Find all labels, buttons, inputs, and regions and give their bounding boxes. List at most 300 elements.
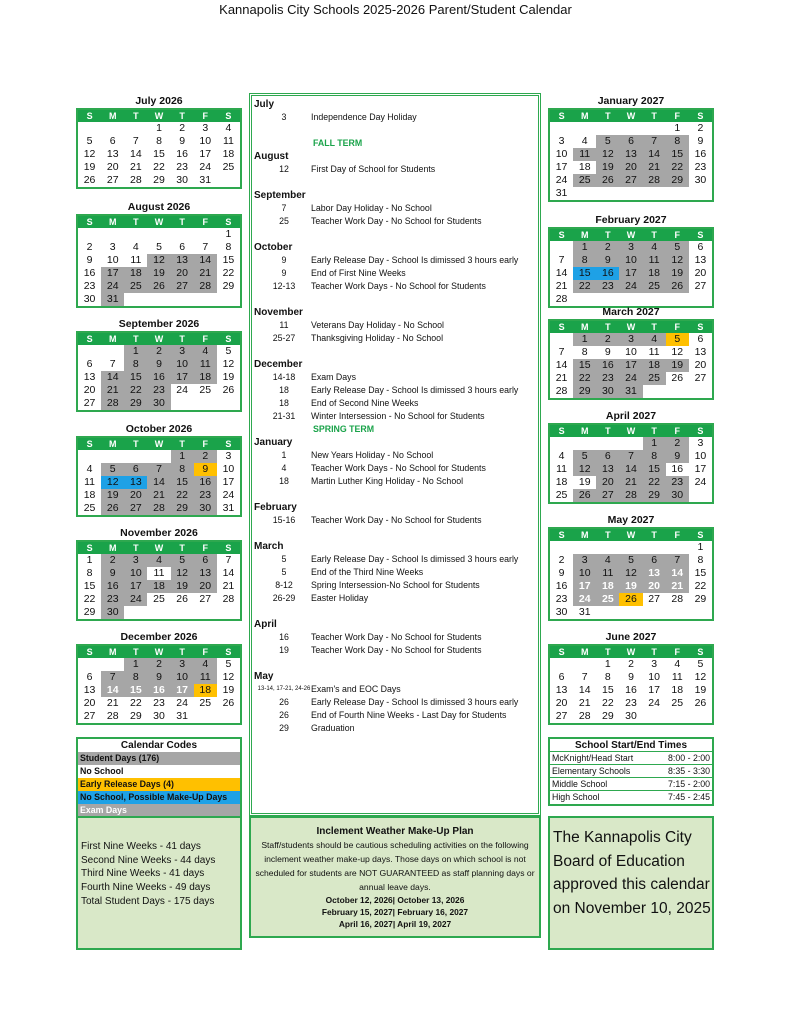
day-cell: 29	[666, 174, 689, 187]
day-cell: 6	[109, 135, 116, 147]
day-cell: 22	[602, 697, 614, 709]
day-cell: 19	[619, 580, 642, 593]
weekday-label: T	[651, 426, 657, 436]
month-calendar	[76, 95, 242, 189]
weekday-label: S	[697, 322, 704, 332]
day-cell: 20	[83, 697, 96, 709]
event-month: March	[254, 541, 284, 552]
day-cell: 5	[225, 345, 232, 357]
day-cell: 3	[619, 333, 642, 346]
day-cell: 31	[222, 502, 235, 514]
weekday-label: W	[154, 217, 164, 227]
day-cell: 5	[697, 658, 704, 670]
month-calendar	[76, 527, 242, 621]
calendar-code: No School, Possible Make-Up Days	[78, 791, 240, 804]
day-cell: 16	[555, 580, 568, 592]
day-cell: 25	[153, 593, 165, 605]
weekday-label: M	[580, 111, 589, 121]
event-row	[252, 202, 538, 215]
event-date: 26	[279, 697, 289, 707]
event-date: 4	[281, 463, 287, 473]
event-row	[252, 163, 538, 176]
day-cell: 30	[153, 710, 165, 722]
day-cell	[666, 293, 689, 306]
day-cell	[643, 541, 666, 554]
day-cell: 24	[101, 280, 124, 293]
day-cell: 19	[171, 580, 194, 593]
day-cell: 11	[671, 671, 683, 683]
day-cell: 20	[124, 489, 147, 502]
day-cell: 10	[694, 450, 707, 462]
weekday-label: S	[225, 217, 232, 227]
weekday-label: T	[605, 530, 611, 540]
event-text: Martin Luther King Holiday - No School	[311, 476, 464, 486]
day-cell: 19	[101, 489, 124, 502]
day-cell: 25	[83, 502, 96, 514]
month-calendar	[548, 306, 714, 400]
weekday-label: M	[108, 647, 117, 657]
month-grid	[76, 644, 242, 725]
day-cell: 29	[153, 174, 165, 186]
day-cell	[171, 293, 194, 306]
school-time-row	[550, 791, 712, 804]
day-cell: 29	[643, 489, 666, 502]
day-cell: 18	[222, 148, 235, 160]
day-cell: 22	[130, 697, 142, 709]
day-cell	[550, 333, 573, 346]
day-cell: 27	[555, 710, 568, 722]
day-cell: 14	[555, 267, 568, 279]
weekday-label: F	[674, 322, 681, 332]
event-text: First Day of School for Students	[311, 164, 436, 174]
event-text: Spring Intersession-No School for Students	[311, 580, 480, 590]
day-cell: 2	[86, 241, 93, 253]
event-date: 21-31	[272, 411, 296, 421]
day-cell: 23	[666, 476, 689, 489]
day-cell: 7	[132, 135, 139, 147]
day-cell: 14	[101, 371, 124, 384]
day-cell: 1	[124, 345, 147, 358]
term-label: SPRING TERM	[313, 424, 375, 434]
month-calendar	[76, 201, 242, 308]
event-date: 19	[279, 645, 289, 655]
weekday-header	[78, 438, 240, 450]
month-title: November 2026	[120, 527, 198, 539]
day-cell: 18	[555, 476, 568, 488]
day-cell: 2	[179, 122, 186, 134]
day-cell: 15	[124, 371, 147, 384]
day-cell: 2	[147, 345, 170, 358]
day-cell: 4	[225, 122, 232, 134]
day-cell: 12	[101, 476, 124, 489]
day-cell: 11	[596, 567, 619, 580]
day-cell: 28	[101, 397, 124, 410]
weekday-label: M	[108, 334, 117, 344]
day-cell: 12	[222, 671, 235, 683]
day-cell: 28	[555, 293, 568, 305]
day-cell: 11	[153, 567, 165, 579]
day-cell: 17	[222, 476, 235, 488]
day-cell: 21	[130, 161, 142, 173]
day-cell: 12	[171, 567, 194, 580]
day-cell: 3	[124, 554, 147, 567]
day-cell: 17	[573, 580, 596, 593]
weekday-label: F	[202, 334, 209, 344]
day-cell: 6	[596, 450, 619, 463]
weekday-label: T	[179, 543, 185, 553]
day-cell: 10	[573, 567, 596, 580]
weekday-label: F	[202, 111, 209, 121]
day-cell: 2	[194, 450, 217, 463]
month-grid	[76, 540, 242, 621]
day-cell: 3	[558, 135, 565, 147]
day-cell: 11	[556, 463, 568, 475]
event-text: Veterans Day Holiday - No School	[311, 320, 444, 330]
event-month: January	[254, 437, 293, 448]
day-cell: 22	[643, 476, 666, 489]
weekday-label: S	[225, 543, 232, 553]
weekday-label: S	[86, 439, 93, 449]
day-cell: 6	[124, 463, 147, 476]
weekday-label: T	[605, 426, 611, 436]
event-month: April	[254, 619, 277, 630]
weekday-label: S	[558, 426, 565, 436]
day-cell: 24	[176, 384, 188, 396]
day-cell: 26	[619, 593, 642, 606]
event-text: End of First Nine Weeks	[311, 268, 406, 278]
day-cell: 6	[194, 554, 217, 567]
day-cell	[666, 187, 689, 200]
day-cell: 21	[222, 580, 235, 592]
day-cell: 20	[694, 267, 707, 279]
day-cell: 8	[604, 671, 611, 683]
weekday-label: W	[626, 111, 636, 121]
event-month: September	[254, 190, 306, 201]
day-cell: 29	[222, 280, 235, 292]
day-cell: 4	[86, 463, 93, 475]
event-text: Teacher Work Days - No School for Students	[311, 281, 486, 291]
day-cell: 17	[171, 684, 194, 697]
day-cell: 15	[171, 476, 194, 489]
school-time-row	[550, 765, 712, 778]
day-grid	[78, 345, 240, 410]
day-cell: 6	[697, 333, 704, 345]
event-text: Independence Day Holiday	[311, 112, 417, 122]
day-cell	[550, 437, 573, 450]
day-cell: 15	[573, 359, 596, 372]
day-cell: 23	[694, 161, 707, 173]
weekday-label: W	[626, 230, 636, 240]
event-text: Teacher Work Day - No School for Students	[311, 216, 482, 226]
day-cell	[619, 606, 642, 619]
day-cell: 13	[596, 463, 619, 476]
weekday-label: W	[626, 530, 636, 540]
event-date: 9	[281, 255, 287, 265]
day-cell: 1	[697, 541, 704, 553]
month-calendar	[548, 95, 714, 202]
day-cell: 26	[666, 280, 689, 293]
day-cell	[619, 187, 642, 200]
day-cell: 27	[171, 280, 194, 293]
school-time: 7:45 - 2:45	[668, 792, 711, 802]
day-cell	[643, 293, 666, 306]
day-cell	[596, 187, 619, 200]
day-cell	[666, 710, 689, 723]
day-cell: 12	[671, 346, 684, 358]
day-cell: 25	[555, 489, 568, 501]
day-cell: 25	[199, 384, 212, 396]
day-grid	[78, 658, 240, 723]
event-row	[252, 384, 538, 397]
day-cell	[643, 385, 666, 398]
month-title: January 2027	[597, 95, 665, 107]
day-cell: 14	[666, 567, 689, 580]
day-cell: 8	[156, 135, 162, 147]
day-cell: 20	[694, 359, 707, 371]
school-times-heading: School Start/End Times	[550, 739, 712, 752]
day-cell: 28	[555, 385, 568, 397]
day-cell: 9	[101, 567, 124, 580]
day-cell	[643, 122, 666, 135]
day-cell: 24	[619, 280, 642, 293]
day-cell: 14	[643, 148, 666, 161]
event-text: Exam's and EOC Days	[311, 684, 401, 694]
day-cell: 21	[555, 372, 568, 384]
weekday-label: S	[86, 334, 93, 344]
weekday-label: T	[179, 439, 185, 449]
day-cell: 22	[171, 489, 194, 502]
day-cell	[596, 541, 619, 554]
day-cell: 19	[596, 161, 619, 174]
day-cell: 29	[602, 710, 614, 722]
day-cell: 13	[83, 684, 96, 696]
event-month: December	[254, 359, 303, 370]
event-date: 16	[279, 632, 289, 642]
page-title: Kannapolis City Schools 2025-2026 Parent/Student Calendar	[219, 2, 572, 17]
day-cell: 21	[619, 476, 642, 489]
weather-body: Staff/students should be cautious scheduling activities on the following inclement weather make-up days. Those days on which school is not scheduled for students are NOT GUARANTEED as staff planning days or annual leave days.	[255, 840, 535, 892]
day-cell: 28	[130, 174, 142, 186]
day-cell: 12	[596, 148, 619, 161]
event-row	[252, 553, 538, 566]
day-cell: 5	[86, 135, 93, 147]
day-cell	[124, 228, 147, 241]
day-cell: 25	[199, 697, 212, 709]
day-cell: 29	[130, 710, 142, 722]
day-cell: 9	[697, 135, 704, 147]
day-cell	[573, 122, 596, 135]
day-grid	[550, 541, 712, 619]
event-text: Early Release Day - School Is dimissed 3 hours early	[311, 697, 519, 707]
weekday-label: M	[580, 322, 589, 332]
day-cell: 16	[147, 684, 170, 697]
makeup-date-line: October 12, 2026| October 13, 2026	[325, 895, 465, 905]
day-cell: 28	[194, 280, 217, 293]
day-cell: 17	[199, 148, 212, 160]
day-grid	[78, 228, 240, 306]
event-text: Labor Day Holiday - No School	[311, 203, 432, 213]
day-grid	[550, 437, 712, 502]
weekday-label: T	[133, 217, 139, 227]
day-cell: 18	[194, 371, 217, 384]
day-cell: 21	[555, 280, 568, 292]
event-row	[252, 579, 538, 592]
day-cell: 24	[222, 489, 235, 501]
day-cell: 16	[147, 371, 170, 384]
day-cell	[101, 450, 124, 463]
term-label: FALL TERM	[313, 138, 363, 148]
school-name: Elementary Schools	[552, 766, 631, 776]
day-cell: 22	[83, 593, 96, 605]
day-cell: 28	[578, 710, 591, 722]
day-cell: 1	[573, 333, 596, 346]
event-month: February	[254, 502, 297, 513]
day-cell: 9	[86, 254, 93, 266]
day-cell: 7	[581, 671, 588, 683]
day-cell	[78, 450, 101, 463]
month-calendar	[76, 631, 242, 725]
day-cell: 23	[153, 697, 165, 709]
event-month: August	[254, 151, 289, 162]
day-cell: 20	[596, 476, 619, 489]
day-cell: 7	[643, 135, 666, 148]
day-cell: 26	[147, 280, 170, 293]
day-cell: 19	[83, 161, 96, 173]
day-cell: 19	[694, 684, 707, 696]
weekday-label: W	[626, 647, 636, 657]
day-cell: 1	[171, 450, 194, 463]
day-cell: 5	[156, 241, 162, 253]
day-cell	[573, 658, 596, 671]
day-cell: 14	[578, 684, 591, 696]
day-cell: 27	[619, 174, 642, 187]
weekday-label: M	[580, 530, 589, 540]
day-cell: 10	[648, 671, 660, 683]
day-cell: 30	[194, 502, 217, 515]
day-cell: 3	[651, 658, 658, 670]
day-cell: 11	[84, 476, 96, 488]
weather-plan-box	[249, 816, 541, 938]
day-cell	[147, 606, 170, 619]
day-cell: 27	[83, 710, 96, 722]
day-cell: 12	[83, 148, 96, 160]
day-cell: 20	[555, 697, 568, 709]
day-cell: 17	[555, 161, 568, 173]
event-row	[252, 475, 538, 488]
day-cell: 1	[225, 228, 232, 240]
day-cell: 25	[643, 280, 666, 293]
day-cell: 9	[558, 567, 565, 579]
month-title: December 2026	[120, 631, 198, 643]
calendar-code: Student Days (176)	[78, 752, 240, 765]
day-cell: 23	[83, 280, 96, 292]
day-cell: 4	[643, 333, 666, 346]
day-cell	[171, 606, 194, 619]
month-calendar	[76, 318, 242, 412]
day-cell: 3	[202, 122, 209, 134]
day-cell: 9	[179, 135, 186, 147]
day-cell: 16	[176, 148, 188, 160]
day-cell: 28	[106, 710, 119, 722]
day-cell: 24	[648, 697, 660, 709]
day-cell: 7	[558, 346, 565, 358]
day-cell: 22	[124, 384, 147, 397]
day-cell: 16	[625, 684, 637, 696]
day-cell: 1	[604, 658, 611, 670]
day-cell: 4	[596, 554, 619, 567]
day-cell: 2	[558, 554, 565, 566]
day-cell: 9	[194, 463, 217, 476]
day-cell: 7	[558, 254, 565, 266]
school-time-row	[550, 752, 712, 765]
weekday-label: T	[651, 322, 657, 332]
day-cell: 30	[555, 606, 568, 618]
day-cell	[194, 606, 217, 619]
weekday-label: F	[674, 647, 681, 657]
day-cell: 12	[666, 254, 689, 267]
day-cell: 16	[596, 359, 619, 372]
day-cell: 3	[619, 241, 642, 254]
day-cell: 15	[222, 254, 235, 266]
weekday-label: S	[225, 647, 232, 657]
day-cell: 24	[199, 161, 212, 173]
day-cell: 10	[619, 254, 642, 267]
event-row	[252, 696, 538, 709]
weekday-label: T	[133, 334, 139, 344]
events-panel	[249, 93, 541, 816]
weekday-label: T	[133, 111, 139, 121]
event-row	[252, 332, 538, 345]
day-cell: 7	[619, 450, 642, 463]
day-cell: 23	[596, 372, 619, 385]
day-cell: 17	[171, 371, 194, 384]
day-cell: 8	[697, 554, 704, 566]
event-month: October	[254, 242, 293, 253]
day-cell: 19	[222, 684, 235, 696]
weekday-label: W	[154, 334, 164, 344]
day-cell: 30	[596, 385, 619, 398]
day-cell: 3	[171, 345, 194, 358]
weekday-label: S	[558, 230, 565, 240]
day-cell	[596, 122, 619, 135]
day-cell: 18	[643, 359, 666, 372]
day-cell: 13	[194, 567, 217, 580]
day-cell: 8	[643, 450, 666, 463]
day-cell: 13	[106, 148, 119, 160]
event-text: Early Release Day - School Is dimissed 3 hours early	[311, 554, 519, 564]
day-cell: 11	[194, 671, 217, 684]
event-row	[252, 683, 538, 696]
weekday-label: T	[605, 111, 611, 121]
day-cell: 26	[176, 593, 188, 605]
event-date: 5	[281, 567, 287, 577]
day-cell: 11	[643, 254, 666, 267]
day-cell: 3	[225, 450, 232, 462]
day-cell: 20	[619, 161, 642, 174]
day-cell: 16	[671, 463, 684, 475]
event-text: Teacher Work Day - No School for Students	[311, 632, 482, 642]
day-cell	[217, 397, 240, 410]
day-cell	[573, 187, 596, 200]
day-cell: 7	[225, 554, 232, 566]
day-cell	[101, 345, 124, 358]
month-title: March 2027	[602, 306, 660, 318]
day-cell: 30	[625, 710, 637, 722]
event-date: 8-12	[275, 580, 293, 590]
weekday-label: M	[580, 426, 589, 436]
event-row	[252, 215, 538, 228]
day-cell	[194, 710, 217, 723]
